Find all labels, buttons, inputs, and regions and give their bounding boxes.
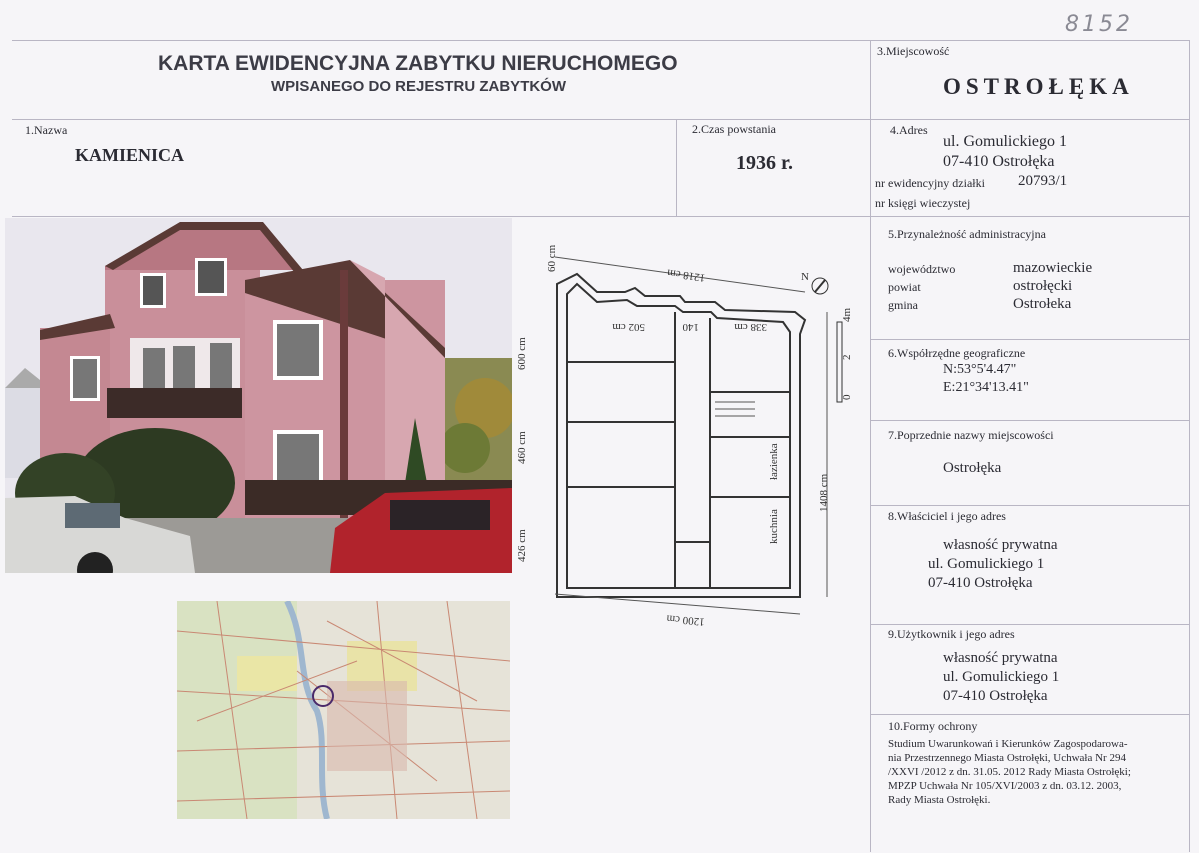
wlasciciel-label: 8.Właściciel i jego adres	[888, 509, 1006, 523]
adres-city: 07-410 Ostrołęka	[943, 153, 1055, 170]
formy-line: nia Przestrzennego Miasta Ostrołęki, Uchwała Nr 294	[888, 752, 1126, 764]
ksiega-label: nr księgi wieczystej	[875, 196, 971, 210]
archive-number: 8152	[1065, 12, 1133, 37]
location-map	[177, 601, 510, 819]
rule	[676, 119, 677, 216]
scale-4m: 4m	[841, 307, 853, 322]
plan-dim-426: 426 cm	[516, 529, 528, 562]
scale-2: 2	[841, 354, 853, 360]
czas-value: 1936 r.	[736, 152, 794, 174]
uzytkownik-line3: 07-410 Ostrołęka	[943, 688, 1048, 704]
formy-label: 10.Formy ochrony	[888, 719, 978, 733]
rule	[12, 119, 1189, 120]
rule	[12, 40, 1189, 41]
page-title: KARTA EWIDENCYJNA ZABYTKU NIERUCHOMEGO	[158, 52, 678, 75]
north-label: N	[801, 271, 809, 283]
room-lazienka: łazienka	[768, 443, 780, 480]
plan-dim-top: 1218 cm	[666, 266, 706, 284]
plan-dim-140: 140	[682, 321, 699, 333]
formy-line: Rady Miasta Ostrołęki.	[888, 794, 991, 806]
wojewodztwo-value: mazowieckie	[1013, 260, 1093, 276]
dzialka-label: nr ewidencyjny działki	[875, 176, 985, 190]
wspolrzedne-label: 6.Współrzędne geograficzne	[888, 346, 1026, 360]
przynaleznosc-label: 5.Przynależność administracyjna	[888, 227, 1046, 241]
adres-label: 4.Adres	[890, 123, 928, 137]
formy-line: Studium Uwarunkowań i Kierunków Zagospodarowa-	[888, 738, 1128, 750]
rule	[1189, 40, 1190, 852]
page-subtitle: WPISANEGO DO REJESTRU ZABYTKÓW	[271, 78, 567, 95]
rule	[870, 505, 1189, 506]
plan-dim-bottom: 1200 cm	[666, 612, 706, 628]
rule	[12, 216, 1189, 217]
plan-dim-460: 460 cm	[516, 431, 528, 464]
plan-dim-600: 600 cm	[516, 337, 528, 370]
room-kuchnia: kuchnia	[768, 509, 780, 544]
rule	[870, 40, 871, 852]
uzytkownik-line2: ul. Gomulickiego 1	[943, 669, 1060, 685]
formy-line: /XXVI /2012 z dn. 31.05. 2012 Rady Miasta Ostrołęki;	[888, 766, 1131, 778]
dzialka-value: 20793/1	[1018, 173, 1068, 189]
latitude: N:53°5'4.47"	[943, 362, 1017, 377]
floor-plan	[515, 222, 865, 632]
building-photo	[5, 218, 512, 573]
rule	[870, 420, 1189, 421]
rule	[870, 339, 1189, 340]
wlasciciel-line1: własność prywatna	[943, 537, 1058, 553]
longitude: E:21°34'13.41"	[943, 380, 1029, 395]
poprzednie-value: Ostrołęka	[943, 460, 1002, 476]
rule	[870, 714, 1189, 715]
adres-street: ul. Gomulickiego 1	[943, 133, 1067, 150]
miejscowosc-label: 3.Miejscowość	[877, 44, 950, 58]
powiat-key: powiat	[888, 280, 921, 294]
wojewodztwo-key: województwo	[888, 262, 956, 276]
nazwa-label: 1.Nazwa	[25, 123, 68, 137]
wlasciciel-line2: ul. Gomulickiego 1	[928, 556, 1045, 572]
formy-line: MPZP Uchwała Nr 105/XVI/2003 z dn. 03.12. 2003,	[888, 780, 1122, 792]
plan-dim-502: 502 cm	[612, 321, 645, 333]
czas-label: 2.Czas powstania	[692, 122, 776, 136]
uzytkownik-line1: własność prywatna	[943, 650, 1058, 666]
plan-dim-338: 338 cm	[734, 321, 767, 333]
gmina-key: gmina	[888, 298, 918, 312]
scale-0: 0	[841, 394, 853, 400]
wlasciciel-line3: 07-410 Ostrołęka	[928, 575, 1033, 591]
uzytkownik-label: 9.Użytkownik i jego adres	[888, 627, 1015, 641]
nazwa-value: KAMIENICA	[75, 145, 185, 165]
plan-dim-60: 60 cm	[546, 244, 558, 272]
gmina-value: Ostrołeka	[1013, 296, 1072, 312]
miejscowosc-value: OSTROŁĘKA	[943, 74, 1134, 99]
rule	[870, 624, 1189, 625]
poprzednie-label: 7.Poprzednie nazwy miejscowości	[888, 428, 1054, 442]
plan-dim-1408: 1408 cm	[818, 473, 830, 512]
powiat-value: ostrołęcki	[1013, 278, 1073, 294]
